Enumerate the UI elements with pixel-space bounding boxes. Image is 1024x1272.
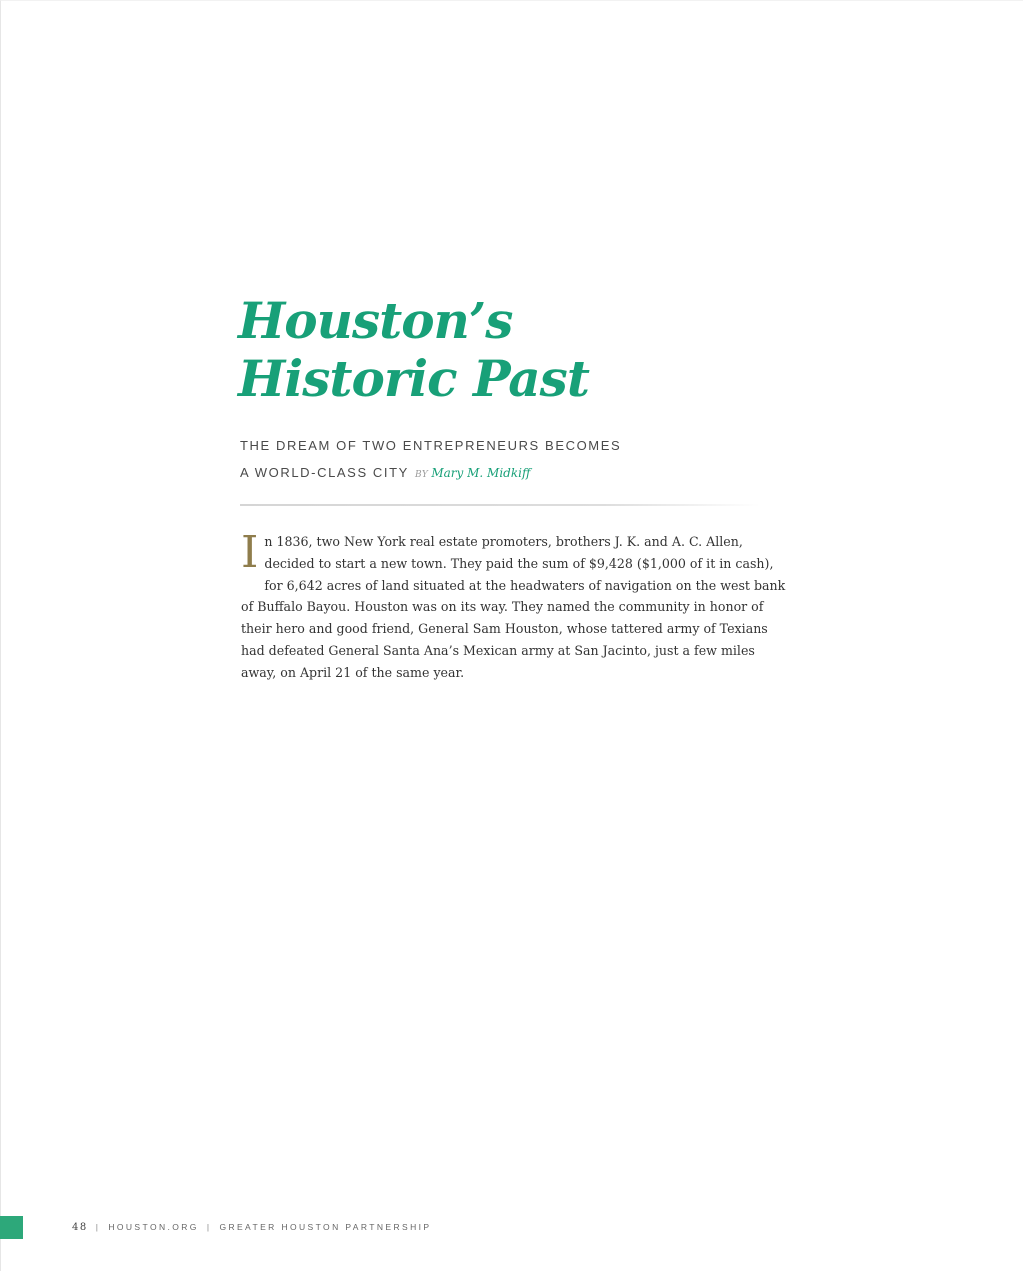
article-subtitle [240, 432, 621, 489]
article-body-text: n 1836, two New York real estate promoters, brothers J. K. and A. C. Allen, decided to start a new town. They paid the sum of $9,428 ($1,000 of it in cash), for 6,642 acres of land situated at the headwaters of navigation on the west bank of Buffalo Bayou. Houston was on its way. They named the community in honor of their hero and good friend, General Sam Houston, whose tattered army of Texians had defeated General Santa Ana’s Mexican army at San Jacinto, just a few miles away, on April 21 of the same year. [241, 534, 786, 680]
subtitle-line-1: THE DREAM OF TWO ENTREPRENEURS BECOMES [240, 438, 622, 453]
footer-website: HOUSTON.ORG [108, 1222, 199, 1232]
subtitle-line-2 [240, 459, 621, 489]
footer-publisher: GREATER HOUSTON PARTNERSHIP [219, 1222, 432, 1232]
page-footer [72, 1222, 431, 1233]
footer-color-block [0, 1216, 23, 1239]
article-title [238, 292, 589, 408]
article-body [241, 527, 786, 684]
byline-author: Mary M. Midkiff [431, 466, 531, 480]
subtitle-line-2-text: A WORLD-CLASS CITY [240, 465, 409, 480]
byline-by-label: BY [414, 470, 429, 480]
page-number: 48 [72, 1222, 88, 1233]
drop-cap: I [241, 527, 259, 578]
article-title-line-1: Houston’s [238, 291, 513, 350]
footer-separator-1: | [95, 1222, 101, 1232]
article-title-line-2: Historic Past [238, 349, 589, 408]
footer-separator-2: | [206, 1222, 212, 1232]
divider-rule [240, 504, 760, 506]
